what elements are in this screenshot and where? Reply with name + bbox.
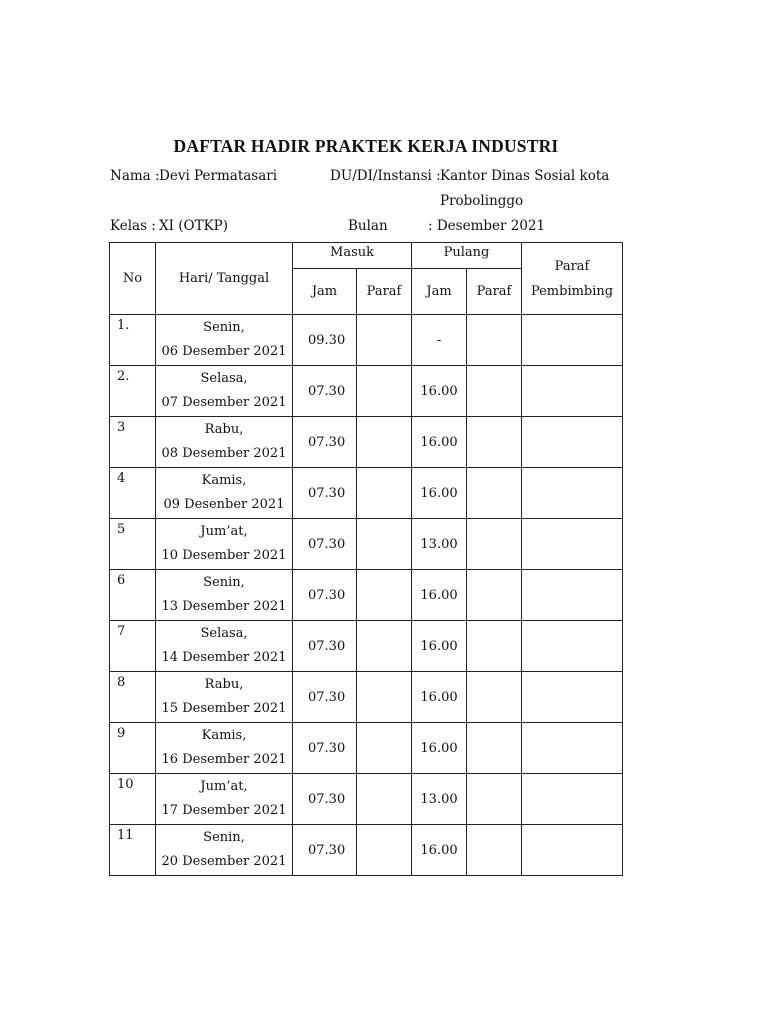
row-date: 14 Desember 2021 xyxy=(161,650,287,665)
header-masuk-jam: Jam xyxy=(293,269,357,315)
header-pulang: Pulang xyxy=(412,243,522,269)
row-no: 7 xyxy=(110,621,156,672)
row-date-cell xyxy=(156,519,293,570)
row-no: 1. xyxy=(110,315,156,366)
header-pulang-jam: Jam xyxy=(412,269,467,315)
header-paraf-line1: Paraf xyxy=(554,258,590,274)
header-paraf-pembimbing xyxy=(522,243,623,315)
row-paraf-pembimbing xyxy=(522,315,623,366)
bulan-label: Bulan xyxy=(348,218,388,234)
row-pulang-paraf xyxy=(467,519,522,570)
row-day: Selasa, xyxy=(200,371,248,386)
row-paraf-pembimbing xyxy=(522,366,623,417)
row-date-cell xyxy=(156,774,293,825)
row-pulang-paraf xyxy=(467,315,522,366)
table-row xyxy=(110,315,623,366)
table-row xyxy=(110,519,623,570)
row-date: 20 Desember 2021 xyxy=(161,854,287,869)
instansi-label: DU/DI/Instansi : xyxy=(330,168,441,184)
attendance-table xyxy=(109,242,623,876)
kelas-value: XI (OTKP) xyxy=(159,218,229,234)
kelas-label: Kelas : xyxy=(110,218,156,234)
header-masuk: Masuk xyxy=(293,243,412,269)
row-pulang-paraf xyxy=(467,723,522,774)
row-masuk-paraf xyxy=(357,315,412,366)
header-pulang-paraf: Paraf xyxy=(467,269,522,315)
row-masuk-jam: 07.30 xyxy=(293,825,357,876)
row-date: 06 Desember 2021 xyxy=(161,344,287,359)
row-day: Senin, xyxy=(203,830,245,845)
row-pulang-jam: 16.00 xyxy=(412,825,467,876)
row-pulang-paraf xyxy=(467,366,522,417)
row-masuk-paraf xyxy=(357,723,412,774)
row-date-cell xyxy=(156,672,293,723)
nama-value: Devi Permatasari xyxy=(159,168,278,184)
row-no: 9 xyxy=(110,723,156,774)
row-paraf-pembimbing xyxy=(522,774,623,825)
row-pulang-paraf xyxy=(467,774,522,825)
row-date-cell xyxy=(156,417,293,468)
row-pulang-jam: - xyxy=(412,315,467,366)
row-paraf-pembimbing xyxy=(522,468,623,519)
row-pulang-jam: 16.00 xyxy=(412,417,467,468)
row-no: 2. xyxy=(110,366,156,417)
row-day: Kamis, xyxy=(201,473,247,488)
header-masuk-paraf: Paraf xyxy=(357,269,412,315)
row-masuk-jam: 07.30 xyxy=(293,366,357,417)
row-pulang-paraf xyxy=(467,570,522,621)
row-masuk-jam: 07.30 xyxy=(293,519,357,570)
row-pulang-paraf xyxy=(467,825,522,876)
row-no: 11 xyxy=(110,825,156,876)
row-pulang-jam: 13.00 xyxy=(412,774,467,825)
row-no: 10 xyxy=(110,774,156,825)
row-masuk-jam: 07.30 xyxy=(293,672,357,723)
row-masuk-paraf xyxy=(357,468,412,519)
row-pulang-paraf xyxy=(467,468,522,519)
header-hari-tanggal: Hari/ Tanggal xyxy=(156,243,293,315)
row-date-cell xyxy=(156,825,293,876)
row-day: Senin, xyxy=(203,575,245,590)
row-masuk-paraf xyxy=(357,825,412,876)
row-date: 10 Desember 2021 xyxy=(161,548,287,563)
row-date-cell xyxy=(156,366,293,417)
bulan-value: : Desember 2021 xyxy=(428,218,546,234)
row-date: 09 Desenber 2021 xyxy=(163,497,285,512)
row-no: 5 xyxy=(110,519,156,570)
row-masuk-paraf xyxy=(357,417,412,468)
table-row xyxy=(110,621,623,672)
row-date: 17 Desember 2021 xyxy=(161,803,287,818)
row-pulang-jam: 16.00 xyxy=(412,570,467,621)
row-masuk-jam: 07.30 xyxy=(293,570,357,621)
table-row xyxy=(110,825,623,876)
table-row xyxy=(110,723,623,774)
row-paraf-pembimbing xyxy=(522,723,623,774)
row-paraf-pembimbing xyxy=(522,570,623,621)
row-pulang-jam: 16.00 xyxy=(412,366,467,417)
row-masuk-jam: 07.30 xyxy=(293,621,357,672)
table-row xyxy=(110,417,623,468)
row-masuk-paraf xyxy=(357,672,412,723)
instansi-value-line2: Probolinggo xyxy=(440,193,524,209)
row-pulang-paraf xyxy=(467,417,522,468)
row-paraf-pembimbing xyxy=(522,519,623,570)
row-paraf-pembimbing xyxy=(522,621,623,672)
row-pulang-jam: 16.00 xyxy=(412,723,467,774)
row-date-cell xyxy=(156,621,293,672)
row-masuk-jam: 09.30 xyxy=(293,315,357,366)
row-pulang-jam: 16.00 xyxy=(412,672,467,723)
row-date-cell xyxy=(156,468,293,519)
row-date: 16 Desember 2021 xyxy=(161,752,287,767)
row-day: Jum’at, xyxy=(200,779,248,794)
nama-label: Nama : xyxy=(110,168,160,184)
row-pulang-jam: 16.00 xyxy=(412,468,467,519)
row-day: Selasa, xyxy=(200,626,248,641)
row-no: 8 xyxy=(110,672,156,723)
table-row xyxy=(110,774,623,825)
row-date: 08 Desember 2021 xyxy=(161,446,287,461)
row-day: Jum’at, xyxy=(200,524,248,539)
row-day: Senin, xyxy=(203,320,245,335)
row-masuk-jam: 07.30 xyxy=(293,417,357,468)
table-row xyxy=(110,468,623,519)
row-date-cell xyxy=(156,570,293,621)
row-paraf-pembimbing xyxy=(522,672,623,723)
header-no: No xyxy=(110,243,156,315)
row-no: 6 xyxy=(110,570,156,621)
page-title: DAFTAR HADIR PRAKTEK KERJA INDUSTRI xyxy=(173,136,559,156)
row-date-cell xyxy=(156,315,293,366)
table-row xyxy=(110,366,623,417)
row-no: 3 xyxy=(110,417,156,468)
row-masuk-jam: 07.30 xyxy=(293,774,357,825)
table-row xyxy=(110,570,623,621)
row-no: 4 xyxy=(110,468,156,519)
row-date-cell xyxy=(156,723,293,774)
row-pulang-paraf xyxy=(467,672,522,723)
instansi-value-line1: Kantor Dinas Sosial kota xyxy=(440,168,610,184)
row-masuk-paraf xyxy=(357,570,412,621)
row-pulang-paraf xyxy=(467,621,522,672)
header-paraf-line2: Pembimbing xyxy=(530,283,614,299)
row-date: 13 Desember 2021 xyxy=(161,599,287,614)
row-masuk-jam: 07.30 xyxy=(293,468,357,519)
row-masuk-paraf xyxy=(357,774,412,825)
row-paraf-pembimbing xyxy=(522,417,623,468)
row-day: Rabu, xyxy=(204,422,244,437)
row-day: Kamis, xyxy=(201,728,247,743)
row-paraf-pembimbing xyxy=(522,825,623,876)
row-pulang-jam: 13.00 xyxy=(412,519,467,570)
row-masuk-jam: 07.30 xyxy=(293,723,357,774)
row-day: Rabu, xyxy=(204,677,244,692)
row-date: 07 Desember 2021 xyxy=(161,395,287,410)
row-masuk-paraf xyxy=(357,366,412,417)
row-masuk-paraf xyxy=(357,621,412,672)
row-masuk-paraf xyxy=(357,519,412,570)
row-date: 15 Desember 2021 xyxy=(161,701,287,716)
row-pulang-jam: 16.00 xyxy=(412,621,467,672)
table-row xyxy=(110,672,623,723)
